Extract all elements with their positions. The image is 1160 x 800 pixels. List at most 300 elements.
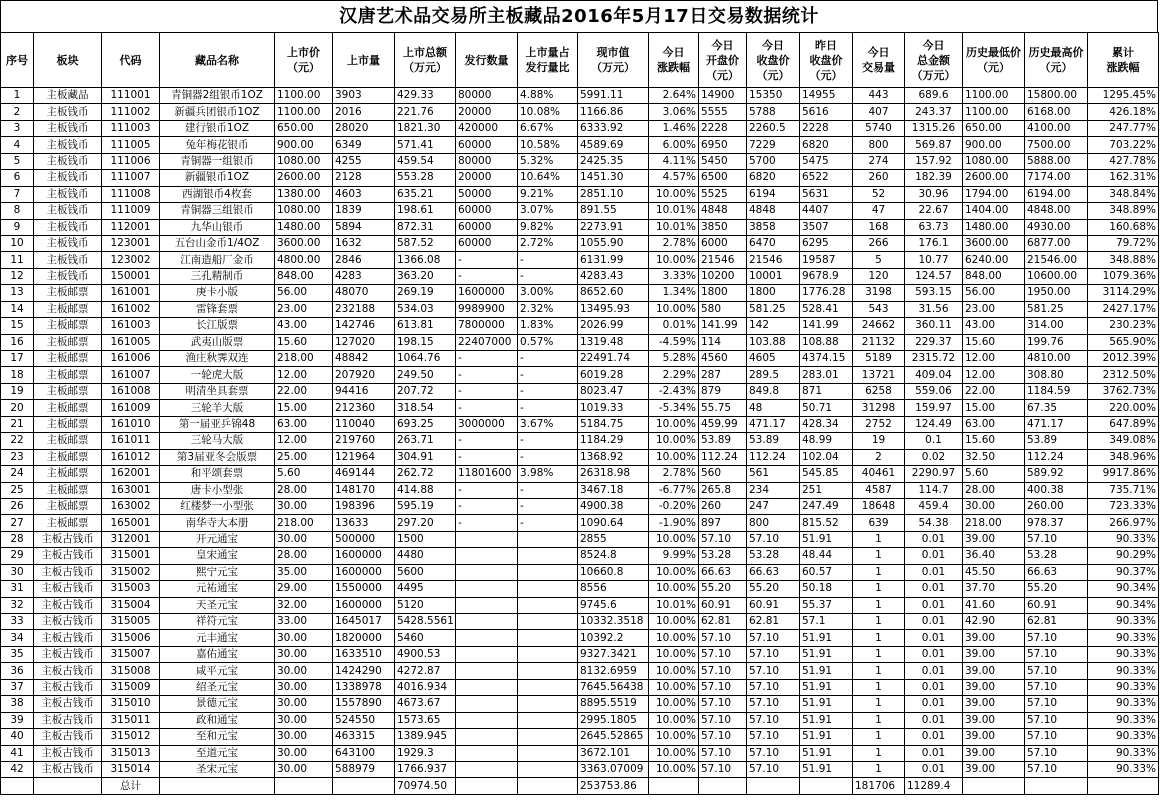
- table-cell: 723.33%: [1088, 498, 1159, 514]
- table-cell: 2855: [578, 531, 649, 547]
- table-cell: 0.01: [905, 548, 963, 564]
- table-cell: 32.00: [275, 597, 333, 613]
- table-cell: 639: [853, 515, 905, 531]
- table-cell: 10.00%: [649, 581, 699, 597]
- table-cell: 2.78%: [649, 235, 699, 251]
- table-cell: 247.49: [800, 498, 853, 514]
- table-cell: 主板钱币: [34, 268, 102, 284]
- table-cell: 39.00: [963, 729, 1025, 745]
- table-cell: 0.01: [905, 630, 963, 646]
- table-cell: 31.56: [905, 301, 963, 317]
- table-cell: 30.00: [275, 679, 333, 695]
- table-cell: 141.99: [699, 318, 747, 334]
- table-cell: 1079.36%: [1088, 268, 1159, 284]
- table-cell: 315012: [102, 729, 160, 745]
- table-cell: 57.10: [747, 630, 800, 646]
- table-cell: 25.00: [275, 449, 333, 465]
- table-cell: 182.39: [905, 170, 963, 186]
- table-row: [1, 548, 1159, 564]
- table-cell: 青铜器2组银币1OZ: [160, 88, 275, 104]
- table-cell: 主板钱币: [34, 235, 102, 251]
- table-cell: 2315.72: [905, 351, 963, 367]
- table-cell: 12: [1, 268, 34, 284]
- table-cell: 243.37: [905, 104, 963, 120]
- table-cell: 39.00: [963, 531, 1025, 547]
- table-cell: 8: [1, 203, 34, 219]
- table-cell: 五台山金币1/4OZ: [160, 235, 275, 251]
- table-cell: 274: [853, 153, 905, 169]
- table-cell: 20000: [456, 104, 518, 120]
- table-cell: 10.01%: [649, 597, 699, 613]
- table-cell: 武夷山版票: [160, 334, 275, 350]
- table-cell: 主板邮票: [34, 400, 102, 416]
- table-cell: -: [518, 367, 578, 383]
- table-cell: 287: [699, 367, 747, 383]
- table-cell: 第一届亚乒锦48: [160, 416, 275, 432]
- table-cell: 57.10: [699, 696, 747, 712]
- table-cell: 363.20: [395, 268, 456, 284]
- table-cell: 5189: [853, 351, 905, 367]
- column-header: 今日 交易量: [853, 33, 905, 88]
- table-cell: 289.5: [747, 367, 800, 383]
- table-cell: 198.15: [395, 334, 456, 350]
- table-cell: 0.01: [905, 581, 963, 597]
- table-cell: 主板钱币: [34, 153, 102, 169]
- table-cell: 5.60: [275, 466, 333, 482]
- table-cell: [456, 663, 518, 679]
- table-cell: 60000: [456, 235, 518, 251]
- table-cell: [518, 564, 578, 580]
- table-cell: [456, 761, 518, 777]
- table-cell: 23.00: [963, 301, 1025, 317]
- table-cell: 63.00: [275, 416, 333, 432]
- table-cell: 79.72%: [1088, 235, 1159, 251]
- table-cell: 1: [853, 531, 905, 547]
- table-cell: 90.29%: [1088, 548, 1159, 564]
- table-cell: 1557890: [333, 696, 395, 712]
- table-cell: -: [518, 433, 578, 449]
- table-cell: 42.90: [963, 614, 1025, 630]
- table-row: [1, 597, 1159, 613]
- table-cell: 1338978: [333, 679, 395, 695]
- table-cell: 112001: [102, 219, 160, 235]
- table-cell: 80000: [456, 153, 518, 169]
- table-row: [1, 203, 1159, 219]
- table-cell: 161007: [102, 367, 160, 383]
- table-cell: 545.85: [800, 466, 853, 482]
- table-row: [1, 367, 1159, 383]
- table-cell: 36.40: [963, 548, 1025, 564]
- table-cell: 161006: [102, 351, 160, 367]
- table-cell: 2012.39%: [1088, 351, 1159, 367]
- table-cell: 2228: [800, 120, 853, 136]
- total-cell: [275, 778, 333, 794]
- table-row: [1, 663, 1159, 679]
- table-cell: 112.24: [699, 449, 747, 465]
- table-cell: 879: [699, 383, 747, 399]
- table-cell: 51.91: [800, 696, 853, 712]
- table-cell: 218.00: [275, 351, 333, 367]
- table-cell: 0.01: [905, 663, 963, 679]
- column-header: 历史最低价 （元）: [963, 33, 1025, 88]
- table-cell: 咸平元宝: [160, 663, 275, 679]
- table-cell: 1.34%: [649, 285, 699, 301]
- table-cell: 57.10: [699, 646, 747, 662]
- table-cell: 新疆兵团银币1OZ: [160, 104, 275, 120]
- table-cell: 55.20: [1025, 581, 1088, 597]
- table-cell: 5616: [800, 104, 853, 120]
- table-cell: 588979: [333, 761, 395, 777]
- table-cell: 50.18: [800, 581, 853, 597]
- table-cell: 4800.00: [275, 252, 333, 268]
- table-cell: 161012: [102, 449, 160, 465]
- table-cell: 159.97: [905, 400, 963, 416]
- table-cell: [456, 548, 518, 564]
- table-cell: 0.57%: [518, 334, 578, 350]
- table-cell: [456, 597, 518, 613]
- table-cell: -5.34%: [649, 400, 699, 416]
- table-cell: 3850: [699, 219, 747, 235]
- table-cell: 90.33%: [1088, 663, 1159, 679]
- table-cell: 266.97%: [1088, 515, 1159, 531]
- table-cell: 4673.67: [395, 696, 456, 712]
- table-cell: [518, 696, 578, 712]
- table-cell: 2: [1, 104, 34, 120]
- table-cell: 三孔精制币: [160, 268, 275, 284]
- table-cell: 29: [1, 548, 34, 564]
- table-cell: 165001: [102, 515, 160, 531]
- table-cell: 10.08%: [518, 104, 578, 120]
- column-header: 板块: [34, 33, 102, 88]
- table-cell: 500000: [333, 531, 395, 547]
- table-cell: 12.00: [963, 351, 1025, 367]
- table-cell: 10.00%: [649, 564, 699, 580]
- table-cell: 124.57: [905, 268, 963, 284]
- table-cell: -4.59%: [649, 334, 699, 350]
- table-cell: 1633510: [333, 646, 395, 662]
- column-header: 今日 总金额 （万元）: [905, 33, 963, 88]
- table-cell: 51.91: [800, 531, 853, 547]
- table-cell: 1080.00: [275, 153, 333, 169]
- table-cell: 主板古钱币: [34, 729, 102, 745]
- table-cell: 红楼梦一小型张: [160, 498, 275, 514]
- table-cell: 主板古钱币: [34, 712, 102, 728]
- total-cell: [1, 778, 34, 794]
- table-cell: 1315.26: [905, 120, 963, 136]
- table-cell: 48: [747, 400, 800, 416]
- table-cell: 43.00: [275, 318, 333, 334]
- table-row: [1, 564, 1159, 580]
- table-cell: 6194.00: [1025, 186, 1088, 202]
- column-header: 代码: [102, 33, 160, 88]
- table-cell: 3858: [747, 219, 800, 235]
- table-cell: 9.21%: [518, 186, 578, 202]
- table-cell: 3.98%: [518, 466, 578, 482]
- table-cell: 463315: [333, 729, 395, 745]
- table-cell: 26: [1, 498, 34, 514]
- table-cell: 景德元宝: [160, 696, 275, 712]
- table-cell: 90.33%: [1088, 679, 1159, 695]
- table-cell: 315007: [102, 646, 160, 662]
- table-cell: 315005: [102, 614, 160, 630]
- table-cell: 90.33%: [1088, 531, 1159, 547]
- table-cell: 圣宋元宝: [160, 761, 275, 777]
- table-cell: 111001: [102, 88, 160, 104]
- table-cell: 0.01: [905, 679, 963, 695]
- table-cell: 0.01: [905, 745, 963, 761]
- table-cell: 开元通宝: [160, 531, 275, 547]
- table-cell: 24: [1, 466, 34, 482]
- table-cell: 559.06: [905, 383, 963, 399]
- total-cell: 253753.86: [578, 778, 649, 794]
- table-cell: 57.10: [1025, 646, 1088, 662]
- table-cell: 3363.07009: [578, 761, 649, 777]
- table-cell: 2600.00: [963, 170, 1025, 186]
- table-cell: 348.84%: [1088, 186, 1159, 202]
- table-cell: 21132: [853, 334, 905, 350]
- table-cell: 2128: [333, 170, 395, 186]
- table-cell: 30.00: [275, 761, 333, 777]
- table-cell: 848.00: [963, 268, 1025, 284]
- table-cell: 6019.28: [578, 367, 649, 383]
- table-cell: 891.55: [578, 203, 649, 219]
- table-cell: [518, 745, 578, 761]
- table-cell: 48.99: [800, 433, 853, 449]
- total-cell: [518, 778, 578, 794]
- table-cell: 9327.3421: [578, 646, 649, 662]
- table-cell: 30: [1, 564, 34, 580]
- column-header: 现市值 （万元）: [578, 33, 649, 88]
- table-cell: -: [456, 383, 518, 399]
- column-header: 今日 收盘价 （元）: [747, 33, 800, 88]
- total-cell: [747, 778, 800, 794]
- table-cell: 587.52: [395, 235, 456, 251]
- table-cell: 15.00: [275, 400, 333, 416]
- table-cell: 57.10: [1025, 630, 1088, 646]
- table-cell: [456, 729, 518, 745]
- table-cell: 13721: [853, 367, 905, 383]
- table-cell: -: [518, 268, 578, 284]
- table-cell: 57.10: [699, 531, 747, 547]
- table-cell: 260: [853, 170, 905, 186]
- table-cell: [518, 548, 578, 564]
- table-cell: 30.96: [905, 186, 963, 202]
- table-cell: 0.01: [905, 531, 963, 547]
- table-cell: 60000: [456, 219, 518, 235]
- table-cell: [518, 597, 578, 613]
- table-cell: 57.10: [747, 745, 800, 761]
- table-cell: 30.00: [275, 745, 333, 761]
- table-cell: 161008: [102, 383, 160, 399]
- table-row: [1, 120, 1159, 136]
- table-cell: 51.91: [800, 663, 853, 679]
- table-cell: 57.10: [1025, 745, 1088, 761]
- table-cell: 48070: [333, 285, 395, 301]
- table-cell: 55.37: [800, 597, 853, 613]
- table-cell: 90.37%: [1088, 564, 1159, 580]
- table-cell: 469144: [333, 466, 395, 482]
- table-row: [1, 104, 1159, 120]
- table-cell: 1: [853, 614, 905, 630]
- table-cell: 6950: [699, 137, 747, 153]
- table-cell: 主板钱币: [34, 137, 102, 153]
- table-cell: 315003: [102, 581, 160, 597]
- table-cell: 10.00%: [649, 531, 699, 547]
- table-cell: 39.00: [963, 679, 1025, 695]
- table-cell: 571.41: [395, 137, 456, 153]
- table-cell: 4900.53: [395, 646, 456, 662]
- table-cell: 5428.5561: [395, 614, 456, 630]
- table-cell: 7229: [747, 137, 800, 153]
- table-cell: 6194: [747, 186, 800, 202]
- table-cell: 2425.35: [578, 153, 649, 169]
- table-cell: 57.10: [747, 696, 800, 712]
- table-cell: 青铜器一组银币: [160, 153, 275, 169]
- table-cell: 560: [699, 466, 747, 482]
- table-cell: 6240.00: [963, 252, 1025, 268]
- table-cell: 0.02: [905, 449, 963, 465]
- table-cell: 304.91: [395, 449, 456, 465]
- table-cell: 10.00%: [649, 449, 699, 465]
- table-cell: 161005: [102, 334, 160, 350]
- table-cell: 6: [1, 170, 34, 186]
- header-row: [1, 33, 1159, 88]
- table-cell: 兔年梅花银币: [160, 137, 275, 153]
- table-cell: 主板邮票: [34, 318, 102, 334]
- table-cell: 1064.76: [395, 351, 456, 367]
- table-cell: 57.10: [747, 761, 800, 777]
- table-cell: 283.01: [800, 367, 853, 383]
- table-cell: [518, 761, 578, 777]
- table-cell: 349.08%: [1088, 433, 1159, 449]
- table-cell: 161001: [102, 285, 160, 301]
- table-cell: 12.00: [275, 367, 333, 383]
- table-cell: 124.49: [905, 416, 963, 432]
- table-cell: 47: [853, 203, 905, 219]
- table-cell: 1.83%: [518, 318, 578, 334]
- table-cell: 308.80: [1025, 367, 1088, 383]
- table-cell: 703.22%: [1088, 137, 1159, 153]
- table-cell: 1.46%: [649, 120, 699, 136]
- table-cell: 14: [1, 301, 34, 317]
- table-cell: 234: [747, 482, 800, 498]
- table-cell: 主板古钱币: [34, 630, 102, 646]
- table-cell: 1600000: [456, 285, 518, 301]
- table-cell: 10.00%: [649, 630, 699, 646]
- table-cell: 15.60: [275, 334, 333, 350]
- table-row: [1, 400, 1159, 416]
- table-cell: 57.10: [747, 679, 800, 695]
- table-cell: 15.60: [963, 334, 1025, 350]
- table-cell: 10.00%: [649, 663, 699, 679]
- table-cell: 66.63: [1025, 564, 1088, 580]
- table-cell: 5184.75: [578, 416, 649, 432]
- table-cell: 30.00: [275, 729, 333, 745]
- table-cell: [518, 729, 578, 745]
- table-cell: 15.60: [963, 433, 1025, 449]
- table-cell: 613.81: [395, 318, 456, 334]
- table-cell: [518, 630, 578, 646]
- table-cell: 1480.00: [275, 219, 333, 235]
- table-cell: 1090.64: [578, 515, 649, 531]
- table-cell: 650.00: [963, 120, 1025, 136]
- table-cell: 426.18%: [1088, 104, 1159, 120]
- table-cell: 459.99: [699, 416, 747, 432]
- table-cell: 123002: [102, 252, 160, 268]
- table-cell: 4407: [800, 203, 853, 219]
- table-cell: 政和通宝: [160, 712, 275, 728]
- table-row: [1, 318, 1159, 334]
- column-header: 累计 涨跌幅: [1088, 33, 1159, 88]
- table-cell: 54.38: [905, 515, 963, 531]
- table-cell: 3000000: [456, 416, 518, 432]
- table-cell: 315009: [102, 679, 160, 695]
- table-cell: 10.01%: [649, 219, 699, 235]
- table-cell: 0.01: [905, 646, 963, 662]
- table-cell: 1776.28: [800, 285, 853, 301]
- table-cell: 28.00: [275, 482, 333, 498]
- table-cell: 315002: [102, 564, 160, 580]
- table-cell: 4848.00: [1025, 203, 1088, 219]
- table-cell: 232188: [333, 301, 395, 317]
- table-cell: 唐卡小型张: [160, 482, 275, 498]
- table-cell: 3.67%: [518, 416, 578, 432]
- table-cell: 渔庄秋霁双连: [160, 351, 275, 367]
- table-cell: 90.33%: [1088, 712, 1159, 728]
- table-cell: [456, 745, 518, 761]
- table-cell: 3467.18: [578, 482, 649, 498]
- table-cell: 266: [853, 235, 905, 251]
- table-row: [1, 745, 1159, 761]
- table-cell: 26318.98: [578, 466, 649, 482]
- table-row: [1, 614, 1159, 630]
- table-cell: 5460: [395, 630, 456, 646]
- table-cell: 55.20: [699, 581, 747, 597]
- column-header: 发行数量: [456, 33, 518, 88]
- table-cell: 50000: [456, 186, 518, 202]
- table-cell: 30.00: [275, 663, 333, 679]
- total-cell: 70974.50: [395, 778, 456, 794]
- table-cell: 主板古钱币: [34, 745, 102, 761]
- table-cell: 主板古钱币: [34, 581, 102, 597]
- table-cell: 主板古钱币: [34, 564, 102, 580]
- table-cell: 1480.00: [963, 219, 1025, 235]
- table-cell: 900.00: [275, 137, 333, 153]
- table-cell: 161009: [102, 400, 160, 416]
- table-cell: -: [518, 449, 578, 465]
- table-cell: 熙宁元宝: [160, 564, 275, 580]
- table-cell: 庚卡小版: [160, 285, 275, 301]
- table-cell: 111003: [102, 120, 160, 136]
- table-cell: 534.03: [395, 301, 456, 317]
- table-cell: 157.92: [905, 153, 963, 169]
- table-cell: 57.10: [747, 531, 800, 547]
- total-cell: [456, 778, 518, 794]
- table-cell: 4603: [333, 186, 395, 202]
- table-cell: 15800.00: [1025, 88, 1088, 104]
- table-cell: 1839: [333, 203, 395, 219]
- table-cell: 348.89%: [1088, 203, 1159, 219]
- table-cell: 40461: [853, 466, 905, 482]
- table-cell: 262.72: [395, 466, 456, 482]
- table-cell: 1500: [395, 531, 456, 547]
- table-cell: 雷锋套票: [160, 301, 275, 317]
- table-cell: 29.00: [275, 581, 333, 597]
- table-cell: 2600.00: [275, 170, 333, 186]
- table-cell: 121964: [333, 449, 395, 465]
- table-cell: 1645017: [333, 614, 395, 630]
- table-cell: 848.00: [275, 268, 333, 284]
